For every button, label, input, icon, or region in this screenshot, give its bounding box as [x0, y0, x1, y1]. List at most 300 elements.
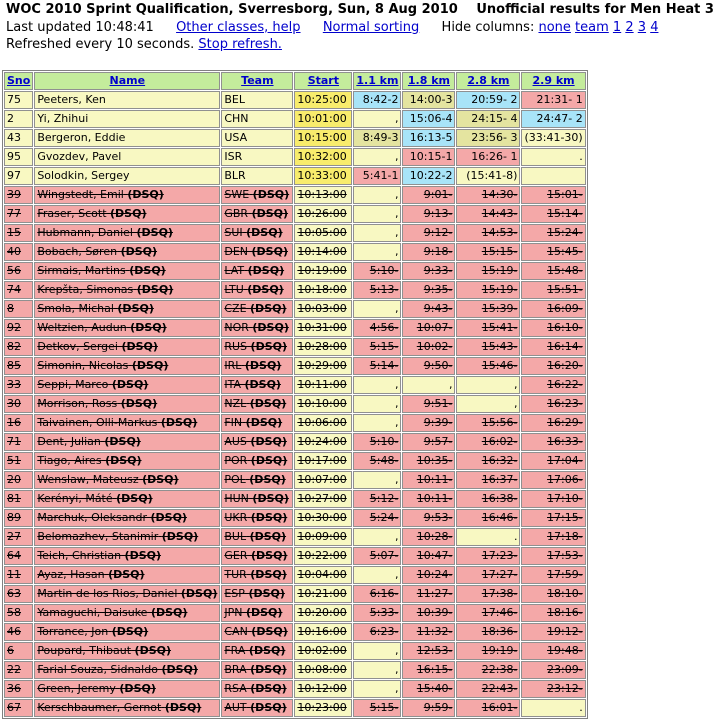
- cell-sno: [4, 129, 33, 147]
- sort-start-link[interactable]: Start: [307, 74, 339, 87]
- cell-start: [294, 471, 352, 489]
- cell-name-text: Martin de los Rios, Daniel: [37, 587, 178, 600]
- cell-team: [221, 471, 293, 489]
- cell-team-text: UKR: [224, 511, 248, 524]
- normal-sorting-link[interactable]: Normal sorting: [322, 20, 420, 35]
- sort-split-2-link[interactable]: 1.8 km: [407, 74, 450, 87]
- cell-s1-text: 8:49-3: [362, 131, 399, 144]
- cell-s3: [456, 566, 520, 584]
- cell-team-text: AUT: [224, 701, 247, 714]
- cell-s1: [353, 91, 401, 109]
- dsq-marker: (DSQ): [250, 302, 287, 315]
- cell-team: [221, 148, 293, 166]
- cell-start: [294, 338, 352, 356]
- cell-s2-text: 16:15-: [416, 663, 453, 676]
- header-split-4[interactable]: [521, 72, 585, 90]
- cell-s1: [353, 528, 401, 546]
- cell-name: [34, 528, 220, 546]
- cell-sno-text: 16: [7, 416, 21, 429]
- cell-s3: [456, 376, 520, 394]
- sort-sno-link[interactable]: Sno: [7, 74, 31, 87]
- cell-s1-text: 5:10-: [369, 435, 399, 448]
- cell-s3: [456, 357, 520, 375]
- sort-team-link[interactable]: Team: [241, 74, 274, 87]
- cell-s4: [521, 281, 585, 299]
- cell-s1-text: ,: [394, 473, 399, 486]
- cell-s4: [521, 205, 585, 223]
- cell-s2: [402, 452, 455, 470]
- cell-s1-text: ,: [394, 245, 399, 258]
- cell-s1: [353, 110, 401, 128]
- cell-team: [221, 547, 293, 565]
- cell-sno-text: 81: [7, 492, 21, 505]
- cell-s1: [353, 680, 401, 698]
- cell-s1: [353, 490, 401, 508]
- dsq-marker: (DSQ): [245, 416, 283, 429]
- cell-s4: [521, 414, 585, 432]
- cell-s3: [456, 699, 520, 717]
- cell-s4-text: 16:22-: [547, 378, 583, 391]
- cell-start-text: 10:16:00: [297, 625, 347, 638]
- cell-s3: [456, 623, 520, 641]
- cell-s2: [402, 376, 455, 394]
- stop-refresh-link[interactable]: Stop refresh.: [198, 37, 282, 52]
- cell-s4: [521, 338, 585, 356]
- cell-sno: [4, 604, 33, 622]
- cell-sno: [4, 338, 33, 356]
- cell-s1-text: ,: [394, 150, 399, 163]
- cell-s2: [402, 243, 455, 261]
- cell-s2-text: ,: [448, 378, 453, 391]
- cell-s1-text: 5:33-: [369, 606, 399, 619]
- cell-team: [221, 262, 293, 280]
- cell-sno-text: 92: [7, 321, 21, 334]
- cell-team-text: FIN: [224, 416, 243, 429]
- cell-s2-text: 10:35-: [416, 454, 453, 467]
- cell-name: [34, 509, 220, 527]
- cell-sno: [4, 281, 33, 299]
- cell-team: [221, 243, 293, 261]
- cell-start: [294, 243, 352, 261]
- cell-s2-text: 16:13-5: [409, 131, 453, 144]
- cell-sno-text: 20: [7, 473, 21, 486]
- cell-name-text: Ayaz, Hasan: [37, 568, 105, 581]
- dsq-marker: (DSQ): [150, 606, 188, 619]
- cell-s1: [353, 642, 401, 660]
- cell-sno: [4, 471, 33, 489]
- cell-name-text: Bergeron, Eddie: [37, 131, 126, 144]
- cell-start-text: 10:01:00: [297, 112, 347, 125]
- cell-s2-text: 11:27-: [416, 587, 453, 600]
- cell-s4-text: 17:53-: [547, 549, 583, 562]
- dsq-row: [4, 699, 586, 717]
- cell-s4-text: 15:24-: [547, 226, 583, 239]
- cell-s4: [521, 642, 585, 660]
- cell-s1: [353, 262, 401, 280]
- cell-sno: [4, 623, 33, 641]
- cell-s2: [402, 528, 455, 546]
- cell-s2-text: 10:22-2: [409, 169, 453, 182]
- dsq-marker: (DSQ): [127, 188, 164, 201]
- cell-sno-text: 95: [7, 150, 21, 163]
- cell-name: [34, 110, 220, 128]
- cell-sno-text: 33: [7, 378, 21, 391]
- cell-sno-text: 82: [7, 340, 21, 353]
- dsq-marker: (DSQ): [250, 682, 287, 695]
- cell-s2-text: 9:53-: [423, 511, 453, 524]
- cell-start: [294, 148, 352, 166]
- cell-s4: [521, 243, 585, 261]
- cell-name: [34, 129, 220, 147]
- cell-sno: [4, 585, 33, 603]
- cell-s3: [456, 148, 520, 166]
- cell-s1-text: 6:23-: [369, 625, 399, 638]
- dsq-row: [4, 357, 586, 375]
- dsq-marker: (DSQ): [142, 473, 179, 486]
- cell-s1-text: 8:42-2: [362, 93, 399, 106]
- cell-s3-text: 15:15-: [481, 245, 518, 258]
- sort-split-1-link[interactable]: 1.1 km: [356, 74, 399, 87]
- cell-sno: [4, 642, 33, 660]
- dsq-marker: (DSQ): [120, 397, 158, 410]
- cell-name: [34, 281, 220, 299]
- cell-team-text: SUI: [224, 226, 243, 239]
- cell-team: [221, 509, 293, 527]
- hide-col-2-link[interactable]: 2: [625, 20, 634, 35]
- cell-s3: [456, 338, 520, 356]
- cell-sno-text: 2: [7, 112, 14, 125]
- cell-s4-text: 15:14-: [547, 207, 583, 220]
- hide-col-4-link[interactable]: 4: [650, 20, 659, 35]
- cell-team: [221, 604, 293, 622]
- dsq-row: [4, 452, 586, 470]
- cell-s4: [521, 699, 585, 717]
- cell-s1-text: ,: [394, 644, 399, 657]
- dsq-marker: (DSQ): [180, 587, 218, 600]
- cell-s1: [353, 452, 401, 470]
- cell-s3: [456, 680, 520, 698]
- hide-col-3-link[interactable]: 3: [637, 20, 647, 35]
- results-table: [2, 70, 588, 719]
- cell-start: [294, 414, 352, 432]
- cell-s1: [353, 205, 401, 223]
- other-classes-link[interactable]: Other classes, help: [176, 20, 301, 35]
- cell-s2-text: 10:28-: [416, 530, 453, 543]
- cell-s3-text: 17:27-: [481, 568, 518, 581]
- cell-name: [34, 585, 220, 603]
- cell-start: [294, 300, 352, 318]
- cell-name-text: Dent, Julian: [37, 435, 101, 448]
- sort-name-link[interactable]: Name: [109, 74, 146, 87]
- dsq-row: [4, 509, 586, 527]
- cell-s1-text: 5:10-: [369, 264, 399, 277]
- cell-s1: [353, 243, 401, 261]
- cell-s3: [456, 661, 520, 679]
- cell-s2: [402, 167, 455, 185]
- cell-s4: [521, 129, 585, 147]
- cell-s1: [353, 566, 401, 584]
- cell-s4: [521, 186, 585, 204]
- cell-s4: [521, 319, 585, 337]
- cell-s2-text: 11:32-: [416, 625, 453, 638]
- cell-team: [221, 623, 293, 641]
- cell-sno: [4, 680, 33, 698]
- cell-s2-text: 9:59-: [423, 701, 453, 714]
- cell-team-text: NOR: [224, 321, 249, 334]
- cell-s2: [402, 509, 455, 527]
- cell-start: [294, 452, 352, 470]
- cell-name: [34, 262, 220, 280]
- header-split-2[interactable]: [402, 72, 455, 90]
- cell-start: [294, 110, 352, 128]
- cell-start: [294, 699, 352, 717]
- cell-start: [294, 623, 352, 641]
- hide-col-1-link[interactable]: 1: [612, 20, 622, 35]
- cell-s3: [456, 300, 520, 318]
- cell-s4-text: 18:16-: [547, 606, 583, 619]
- dsq-row: [4, 395, 586, 413]
- cell-s4-text: 23:12-: [547, 682, 583, 695]
- cell-s2-text: 9:43-: [423, 302, 453, 315]
- cell-s4: [521, 91, 585, 109]
- cell-s4-text: 17:59-: [547, 568, 583, 581]
- header-team[interactable]: [221, 72, 293, 90]
- cell-sno-text: 51: [7, 454, 21, 467]
- cell-s1: [353, 395, 401, 413]
- cell-name: [34, 224, 220, 242]
- cell-s2-text: 15:40-: [416, 682, 453, 695]
- cell-s3-text: ,: [513, 397, 518, 410]
- cell-name-text: Torrance, Jon: [37, 625, 109, 638]
- cell-team: [221, 129, 293, 147]
- cell-s1: [353, 148, 401, 166]
- cell-start-text: 10:30:00: [297, 511, 347, 524]
- cell-name: [34, 376, 220, 394]
- cell-s2: [402, 205, 455, 223]
- cell-s3: [456, 224, 520, 242]
- cell-s2: [402, 319, 455, 337]
- cell-s1: [353, 509, 401, 527]
- cell-s1-text: ,: [394, 302, 399, 315]
- cell-team-text: ESP: [224, 587, 245, 600]
- cell-start: [294, 319, 352, 337]
- cell-name-text: Poupard, Thibaut: [37, 644, 132, 657]
- dsq-row: [4, 205, 586, 223]
- cell-team-text: LAT: [224, 264, 245, 277]
- cell-s3-text: 14:53-: [481, 226, 518, 239]
- cell-sno-text: 15: [7, 226, 21, 239]
- cell-start-text: 10:18:00: [297, 283, 347, 296]
- cell-start: [294, 205, 352, 223]
- cell-name: [34, 490, 220, 508]
- cell-name-text: Bobach, Søren: [37, 245, 118, 258]
- cell-team-text: GER: [224, 549, 248, 562]
- cell-start-text: 10:14:00: [297, 245, 347, 258]
- dsq-marker: (DSQ): [130, 321, 167, 334]
- cell-start: [294, 224, 352, 242]
- cell-s3-text: ,: [513, 378, 518, 391]
- cell-s1-text: 5:13-: [369, 283, 399, 296]
- header-name[interactable]: [34, 72, 220, 90]
- cell-s1-text: 5:07-: [369, 549, 399, 562]
- result-row: [4, 148, 586, 166]
- cell-s3-text: 24:15- 4: [471, 112, 518, 125]
- cell-s2-text: 9:12-: [423, 226, 453, 239]
- cell-name: [34, 604, 220, 622]
- cell-s1-text: ,: [394, 397, 399, 410]
- dsq-marker: (DSQ): [136, 226, 173, 239]
- cell-name-text: Belomazhev, Stanimir: [37, 530, 159, 543]
- cell-team: [221, 357, 293, 375]
- cell-start: [294, 661, 352, 679]
- cell-s4: [521, 471, 585, 489]
- cell-team-text: TUR: [224, 568, 247, 581]
- cell-team: [221, 414, 293, 432]
- cell-s3-text: 17:46-: [481, 606, 518, 619]
- cell-sno: [4, 167, 33, 185]
- sort-split-4-link[interactable]: 2.9 km: [532, 74, 575, 87]
- cell-start-text: 10:23:00: [297, 701, 347, 714]
- cell-s2: [402, 300, 455, 318]
- dsq-marker: (DSQ): [247, 283, 284, 296]
- dsq-marker: (DSQ): [251, 625, 288, 638]
- dsq-row: [4, 262, 586, 280]
- cell-s1-text: ,: [394, 112, 399, 125]
- dsq-row: [4, 243, 586, 261]
- cell-s4: [521, 376, 585, 394]
- cell-s3: [456, 395, 520, 413]
- cell-sno-text: 27: [7, 530, 21, 543]
- cell-team-text: BEL: [224, 93, 245, 106]
- hide-none-link[interactable]: none: [538, 20, 571, 35]
- cell-sno-text: 58: [7, 606, 21, 619]
- cell-team: [221, 110, 293, 128]
- cell-s3: [456, 110, 520, 128]
- results-body: [4, 91, 586, 717]
- cell-name: [34, 205, 220, 223]
- dsq-marker: (DSQ): [134, 644, 172, 657]
- cell-s1: [353, 547, 401, 565]
- dsq-row: [4, 547, 586, 565]
- cell-s2-text: 9:51-: [423, 397, 453, 410]
- cell-sno: [4, 509, 33, 527]
- cell-s4-text: 24:47- 2: [536, 112, 583, 125]
- dsq-marker: (DSQ): [121, 340, 158, 353]
- cell-name: [34, 243, 220, 261]
- cell-team: [221, 224, 293, 242]
- cell-name-text: Kerschbaumer, Gernot: [37, 701, 162, 714]
- cell-name: [34, 623, 220, 641]
- cell-name: [34, 699, 220, 717]
- cell-team: [221, 642, 293, 660]
- dsq-row: [4, 528, 586, 546]
- cell-name: [34, 338, 220, 356]
- cell-s2-text: 9:35-: [423, 283, 453, 296]
- dsq-marker: (DSQ): [249, 397, 287, 410]
- dsq-marker: (DSQ): [119, 682, 156, 695]
- dsq-marker: (DSQ): [124, 549, 162, 562]
- cell-sno: [4, 357, 33, 375]
- cell-sno: [4, 91, 33, 109]
- cell-name-text: Sirmais, Martins: [37, 264, 126, 277]
- cell-team: [221, 452, 293, 470]
- cell-name: [34, 661, 220, 679]
- cell-s1-text: 5:41-1: [362, 169, 399, 182]
- dsq-marker: (DSQ): [251, 207, 289, 220]
- cell-start-text: 10:10:00: [297, 397, 347, 410]
- header-split-3[interactable]: [456, 72, 520, 90]
- dsq-row: [4, 319, 586, 337]
- cell-sno: [4, 262, 33, 280]
- cell-s3-text: 22:38-: [481, 663, 518, 676]
- header-start[interactable]: [294, 72, 352, 90]
- cell-sno: [4, 490, 33, 508]
- cell-s4-text: 16:09-: [547, 302, 583, 315]
- cell-start: [294, 604, 352, 622]
- cell-team-text: CAN: [224, 625, 248, 638]
- hide-team-link[interactable]: team: [575, 20, 609, 35]
- cell-s1: [353, 471, 401, 489]
- cell-s1-text: ,: [394, 226, 399, 239]
- cell-s4-text: 15:51-: [547, 283, 583, 296]
- cell-sno: [4, 433, 33, 451]
- cell-team: [221, 205, 293, 223]
- cell-s1: [353, 338, 401, 356]
- dsq-marker: (DSQ): [250, 454, 288, 467]
- dsq-row: [4, 604, 586, 622]
- cell-s2-text: 10:07-: [416, 321, 453, 334]
- dsq-marker: (DSQ): [161, 530, 199, 543]
- dsq-row: [4, 623, 586, 641]
- cell-team: [221, 528, 293, 546]
- cell-s2: [402, 224, 455, 242]
- cell-team-text: ISR: [224, 150, 243, 163]
- header-split-1[interactable]: [353, 72, 401, 90]
- cell-start-text: 10:06:00: [297, 416, 347, 429]
- cell-s4-text: 17:06-: [547, 473, 583, 486]
- cell-sno-text: 74: [7, 283, 21, 296]
- cell-s2: [402, 490, 455, 508]
- cell-s4-text: 16:14-: [547, 340, 583, 353]
- cell-s3: [456, 319, 520, 337]
- cell-s2: [402, 604, 455, 622]
- cell-start-text: 10:33:00: [297, 169, 347, 182]
- dsq-marker: (DSQ): [150, 511, 187, 524]
- cell-start-text: 10:22:00: [297, 549, 347, 562]
- cell-s3-text: 15:39-: [481, 302, 518, 315]
- cell-team-text: FRA: [224, 644, 246, 657]
- cell-sno-text: 30: [7, 397, 21, 410]
- cell-sno-text: 6: [7, 644, 14, 657]
- cell-s4: [521, 547, 585, 565]
- cell-s3-text: 16:26- 1: [471, 150, 518, 163]
- sort-split-3-link[interactable]: 2.8 km: [467, 74, 510, 87]
- cell-s2-text: 14:00-3: [409, 93, 453, 106]
- dsq-row: [4, 186, 586, 204]
- cell-s1: [353, 699, 401, 717]
- cell-s2-text: 10:39-: [416, 606, 453, 619]
- cell-s3-text: 16:32-: [481, 454, 518, 467]
- cell-sno: [4, 566, 33, 584]
- dsq-row: [4, 490, 586, 508]
- cell-name: [34, 680, 220, 698]
- cell-name: [34, 547, 220, 565]
- cell-s2-text: 10:47-: [416, 549, 453, 562]
- cell-sno: [4, 452, 33, 470]
- header-sno[interactable]: [4, 72, 33, 90]
- cell-s4-text: 17:15-: [547, 511, 583, 524]
- dsq-marker: (DSQ): [250, 701, 287, 714]
